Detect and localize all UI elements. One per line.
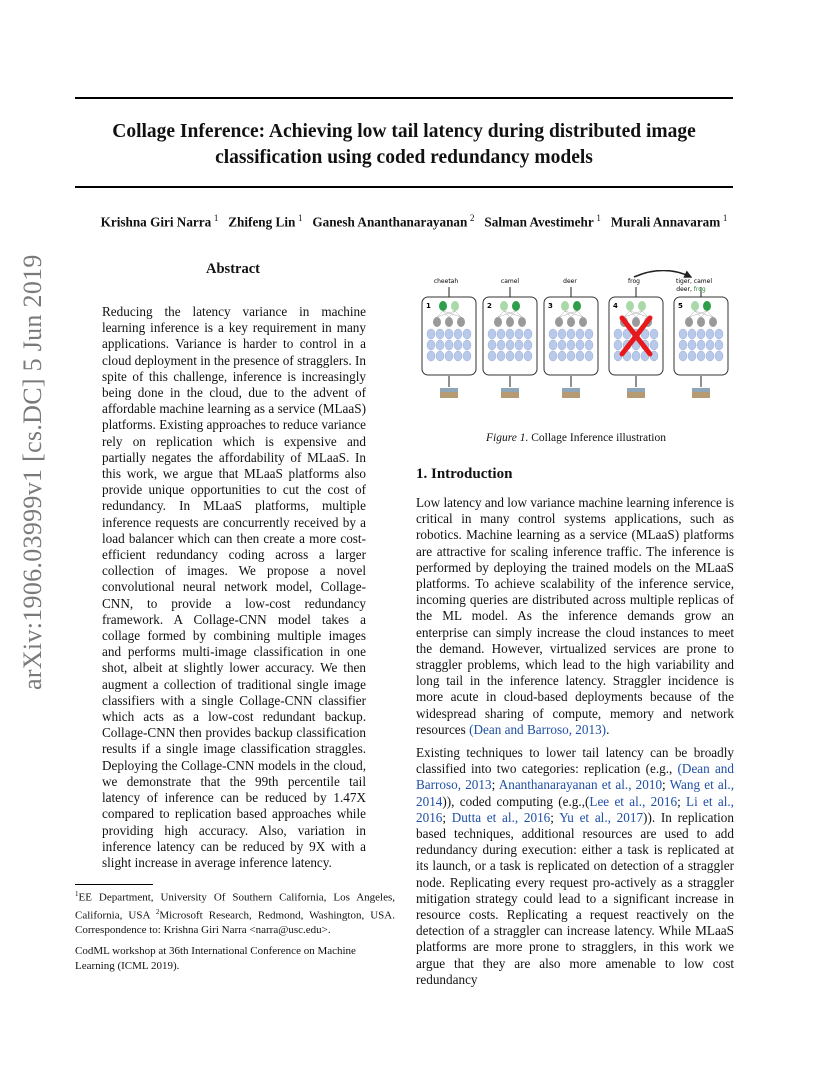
intro-paragraph-1: [416, 495, 734, 738]
conv-node: [427, 340, 435, 350]
abstract-text: Reducing the latency variance in machine learning inference is a key requirement in many applications. Variance is harder to control in a cloud deployment in the presence of stragglers. In spite of this challenge, inference is increasingly being done in the cloud, due to the advent of affordable machine learning as a service (MLaaS) platforms. Existing approaches to reduce variance rely on replication which is expensive and partially negates the affordability of MLaaS. In this work, we argue that MLaaS platforms also provide unique opportunities to cut the cost of redundancy. In MLaaS platforms, multiple inference requests are concurrently received by a load balancer which can then create a more cost-efficient redundancy coding across a larger collection of images. We propose a novel convolutional neural network model, Collage-CNN, to provide a low-cost redundancy framework. A Collage-CNN model takes a collage formed by combining multiple images and performs multi-image classification in one shot, albeit at slightly lower accuracy. We then augment a collection of traditional single image classifiers with a single Collage-CNN classifier which acts as a low-cost redundant backup. Collage-CNN then provides backup classification results if a single image classification straggles. Deploying the Collage-CNN models in the cloud, we demonstrate that the 99th percentile tail latency of inference can be reduced by 1.47X compared to replication based approaches while providing high accuracy. Also, variation in inference latency can be reduced by 9X with a slight increase in average inference latency.: [102, 304, 366, 870]
paragraph-text: ;: [550, 809, 560, 825]
caption-label: Figure 1.: [485, 432, 529, 444]
hidden-node: [433, 317, 441, 327]
conv-node: [515, 329, 523, 339]
conv-node: [706, 351, 714, 361]
output-node: [691, 301, 699, 311]
conv-node: [567, 351, 575, 361]
collage-inference-figure: [416, 270, 736, 410]
hidden-node: [709, 317, 717, 327]
affiliation-mark: 1: [297, 213, 303, 223]
conv-node: [679, 351, 687, 361]
conv-node: [715, 329, 723, 339]
conv-node: [454, 351, 462, 361]
conv-node: [506, 351, 514, 361]
conv-node: [549, 340, 557, 350]
conv-node: [506, 329, 514, 339]
conv-node: [524, 329, 532, 339]
panel-number: 5: [678, 302, 683, 310]
paragraph-text: ;: [442, 809, 452, 825]
conv-node: [688, 329, 696, 339]
author-name: Krishna Giri Narra: [100, 214, 212, 230]
conv-node: [515, 340, 523, 350]
input-image-sky: [562, 388, 580, 392]
citation-link[interactable]: Ananthanarayanan et al., 2010: [498, 777, 663, 793]
panel-label: frog: [628, 278, 640, 285]
paragraph-text: ;: [491, 777, 499, 793]
output-node: [561, 301, 569, 311]
caption-text: Collage Inference illustration: [528, 432, 666, 444]
figure-caption: [416, 432, 736, 444]
panel-label: deer,: [676, 286, 694, 293]
citation-link[interactable]: (Dean and Barroso, 2013: [416, 761, 734, 793]
conv-node: [558, 329, 566, 339]
conv-node: [697, 340, 705, 350]
conv-node: [524, 340, 532, 350]
conv-node: [445, 329, 453, 339]
output-node: [500, 301, 508, 311]
output-node: [512, 301, 520, 311]
output-node: [703, 301, 711, 311]
workshop-note: CodML workshop at 36th International Conference on Machine Learning (ICML 2019).: [75, 945, 356, 972]
conv-node: [614, 340, 622, 350]
arxiv-stamp: arXiv:1906.03999v1 [cs.DC] 5 Jun 2019: [18, 254, 47, 690]
citation-link[interactable]: Yu et al., 2017: [559, 809, 644, 825]
author-name: Salman Avestimehr: [484, 214, 594, 230]
conv-node: [567, 340, 575, 350]
hidden-node: [567, 317, 575, 327]
paragraph-text: Existing techniques to lower tail latency can be broadly classified into two categories: replication (e.g.,: [416, 745, 734, 777]
output-node: [451, 301, 459, 311]
panel-label: deer: [563, 278, 577, 285]
hidden-node: [697, 317, 705, 327]
hidden-node: [685, 317, 693, 327]
affiliation-mark: 1: [213, 213, 219, 223]
conv-node: [715, 340, 723, 350]
author-list: [60, 213, 768, 230]
affiliation-mark: 1: [722, 213, 728, 223]
conv-node: [524, 351, 532, 361]
conv-node: [497, 351, 505, 361]
author-name: Ganesh Ananthanarayanan: [312, 214, 468, 230]
author-name: Zhifeng Lin: [228, 214, 296, 230]
output-node: [626, 301, 634, 311]
paragraph-text: .: [606, 721, 610, 737]
title-bottom-rule: [75, 186, 733, 188]
paragraph-text: ;: [662, 777, 670, 793]
conv-node: [679, 340, 687, 350]
conv-node: [488, 329, 496, 339]
conv-node: [497, 340, 505, 350]
affiliation-footnote: [75, 887, 395, 938]
conv-node: [688, 351, 696, 361]
input-image-sky: [627, 388, 645, 392]
hidden-node: [445, 317, 453, 327]
footnote-affiliation-2: Microsoft Research, Redmond, Washington, USA. Correspondence to: Krishna Giri Narra <narra@usc.edu>.: [75, 909, 395, 937]
panel-number: 1: [426, 302, 431, 310]
paragraph-text: Low latency and low variance machine learning inference is critical in many control systems applications, such as robotics. Machine learning as a service (MLaaS) platforms are attractive for scaling inference traffic. The inference is performed by deploying the trained models on the MLaaS platforms. To achieve scalability of the inference service, incoming queries are distributed across multiple replicas of the ML model. As the inference demands grow an enterprise can simply increase the cloud instances to meet the demand. However, virtualized services are prone to straggler problems, which lead to the high variability and long tail in the inference latency. Straggler incidence is more acute in cloud-based deployments because of the widespread sharing of compute, memory and network resources: [416, 495, 734, 737]
input-image-sky: [692, 388, 710, 392]
citation-link[interactable]: Wang et al., 2014: [416, 777, 735, 809]
affiliation-mark: 2: [470, 213, 475, 223]
intro-paragraph-2: [416, 745, 734, 988]
hidden-node: [555, 317, 563, 327]
footnote-affiliation-1: EE Department, University Of Southern California, Los Angeles, California, USA: [75, 891, 395, 922]
conv-node: [427, 329, 435, 339]
title-line-2: classification using coded redundancy models: [215, 147, 593, 168]
conv-node: [427, 351, 435, 361]
conv-node: [436, 329, 444, 339]
panel-label: cheetah: [433, 278, 459, 285]
svg-text:deer, frog: [676, 286, 706, 293]
hidden-node: [457, 317, 465, 327]
conv-node: [697, 329, 705, 339]
panel-label: tiger, camel: [676, 278, 712, 285]
hidden-node: [518, 317, 526, 327]
conv-node: [706, 340, 714, 350]
conv-node: [585, 329, 593, 339]
conv-node: [549, 351, 557, 361]
input-image-sky: [440, 388, 458, 392]
conv-node: [497, 329, 505, 339]
conv-node: [488, 340, 496, 350]
conv-node: [488, 351, 496, 361]
redirect-arrow: [634, 271, 691, 278]
conv-node: [463, 329, 471, 339]
conv-node: [558, 351, 566, 361]
panel-number: 4: [613, 302, 618, 310]
conv-node: [697, 351, 705, 361]
output-node: [573, 301, 581, 311]
conv-node: [650, 340, 658, 350]
conv-node: [614, 329, 622, 339]
conv-node: [576, 351, 584, 361]
title-line-1: Collage Inference: Achieving low tail latency during distributed image: [112, 121, 696, 142]
section-heading-introduction: 1. Introduction: [416, 466, 513, 482]
conv-node: [632, 351, 640, 361]
conv-node: [558, 340, 566, 350]
conv-node: [436, 351, 444, 361]
conv-node: [454, 329, 462, 339]
conv-node: [549, 329, 557, 339]
conv-node: [454, 340, 462, 350]
panel-label: camel: [500, 278, 520, 285]
panel-label-highlight: frog: [693, 286, 706, 293]
citation-link[interactable]: (Dean and Barroso, 2013): [469, 721, 607, 737]
conv-node: [715, 351, 723, 361]
conv-node: [463, 351, 471, 361]
footnote-mark: 2: [155, 908, 160, 917]
hidden-node: [494, 317, 502, 327]
conv-node: [688, 340, 696, 350]
conv-node: [576, 329, 584, 339]
hidden-node: [579, 317, 587, 327]
conv-node: [679, 329, 687, 339]
abstract-heading: Abstract: [206, 261, 260, 277]
citation-link[interactable]: Li et al., 2016: [416, 793, 734, 825]
conv-node: [436, 340, 444, 350]
conv-node: [506, 340, 514, 350]
conv-node: [585, 351, 593, 361]
paragraph-text: ;: [677, 793, 687, 809]
output-node: [439, 301, 447, 311]
conv-node: [567, 329, 575, 339]
citation-link[interactable]: Dutta et al., 2016: [451, 809, 551, 825]
conv-node: [650, 329, 658, 339]
panel-number: 2: [487, 302, 492, 310]
paragraph-text: )), coded computing (e.g.,(: [442, 793, 590, 809]
conv-node: [706, 329, 714, 339]
conv-node: [445, 340, 453, 350]
hidden-node: [632, 317, 640, 327]
top-rule: [75, 97, 733, 99]
affiliation-mark: 1: [596, 213, 601, 223]
input-image-sky: [501, 388, 519, 392]
footnote-rule: [75, 884, 153, 885]
paragraph-text: )). In replication based techniques, additional resources are used to add redundancy during execution: either a task is replicated at its launch, or a task is replicated on detection of a straggler node. Replicating every request pro-actively as a straggler mitigation strategy could lead to a significant increase in resource costs. Replicating a request reactively on the detection of a straggler can increase latency. While MLaaS platforms are more prone to stragglers, in this work we argue that they are also more amenable to low cost redundancy: [416, 809, 734, 987]
output-node: [638, 301, 646, 311]
author-name: Murali Annavaram: [610, 214, 721, 230]
conv-node: [445, 351, 453, 361]
conv-node: [576, 340, 584, 350]
panel-number: 3: [548, 302, 553, 310]
footnote-mark: 1: [75, 890, 79, 898]
conv-node: [585, 340, 593, 350]
conv-node: [515, 351, 523, 361]
hidden-node: [506, 317, 514, 327]
paper-title: [75, 119, 733, 171]
citation-link[interactable]: Lee et al., 2016: [589, 793, 678, 809]
conv-node: [463, 340, 471, 350]
